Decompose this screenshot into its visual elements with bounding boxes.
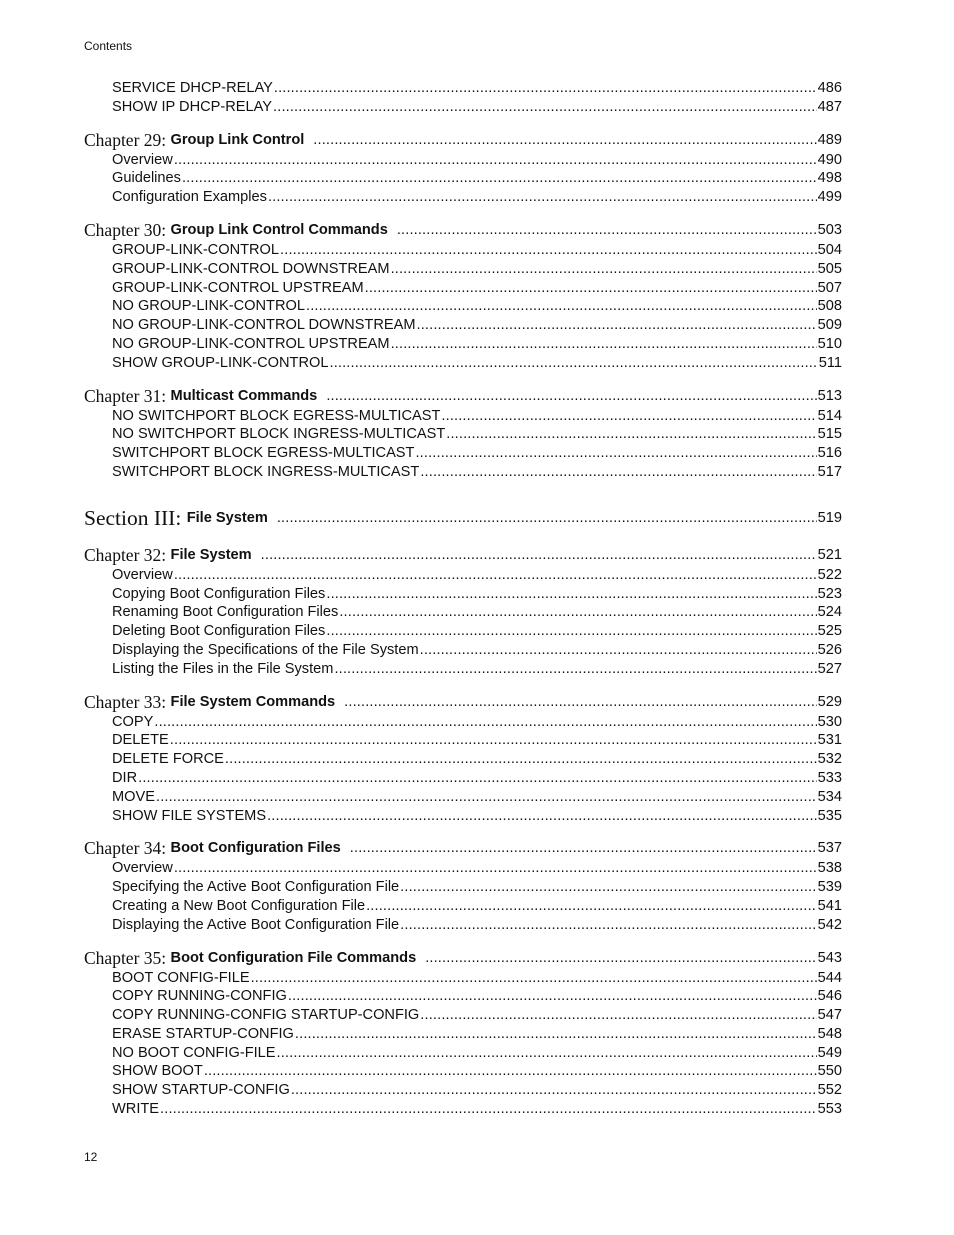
dot-leader bbox=[400, 916, 816, 935]
toc-entry[interactable] bbox=[84, 79, 842, 98]
toc-entry-title: Renaming Boot Configuration Files bbox=[112, 604, 339, 621]
toc-entry[interactable] bbox=[84, 241, 842, 260]
toc-entry-title: SERVICE DHCP-RELAY bbox=[112, 80, 273, 96]
dot-leader bbox=[306, 297, 817, 316]
toc-entry[interactable] bbox=[84, 897, 842, 916]
chapter-label: Chapter 31 bbox=[84, 385, 162, 406]
dot-leader bbox=[415, 444, 816, 463]
toc-entry-page-number: 498 bbox=[817, 170, 842, 187]
toc-entry-page-number: 514 bbox=[817, 407, 842, 424]
toc-entry-page-number: 499 bbox=[817, 189, 842, 206]
toc-entry-title: BOOT CONFIG-FILE bbox=[112, 969, 250, 986]
dot-leader bbox=[366, 897, 817, 916]
dot-leader bbox=[417, 316, 817, 335]
toc-entry-page-number: 544 bbox=[817, 969, 842, 986]
toc-entry-title: Overview bbox=[112, 860, 173, 877]
toc-entry[interactable] bbox=[84, 444, 842, 463]
toc-entry-title: NO GROUP-LINK-CONTROL UPSTREAM bbox=[112, 335, 390, 352]
toc-entry-title: Overview bbox=[112, 566, 173, 583]
toc-entry-title: Copying Boot Configuration Files bbox=[112, 585, 326, 602]
chapter-label: Chapter 33 bbox=[84, 691, 162, 712]
dot-leader bbox=[154, 713, 816, 732]
dot-leader bbox=[391, 260, 817, 279]
toc-entry[interactable] bbox=[84, 463, 842, 482]
toc-entry[interactable] bbox=[84, 566, 842, 585]
toc-entry-title: ERASE STARTUP-CONFIG bbox=[112, 1025, 294, 1042]
toc-entry-title: COPY RUNNING-CONFIG bbox=[112, 988, 287, 1005]
toc-entry-page-number: 538 bbox=[817, 860, 842, 877]
chapter-heading[interactable] bbox=[84, 545, 842, 566]
toc-entry-title: Displaying the Active Boot Configuration File bbox=[112, 916, 400, 933]
toc-entry-page-number: 532 bbox=[817, 751, 842, 768]
toc-entry[interactable] bbox=[84, 425, 842, 444]
chapter-colon: : bbox=[161, 385, 167, 406]
toc-entry-page-number: 527 bbox=[817, 660, 842, 677]
toc-group bbox=[84, 504, 842, 532]
chapter-title: Multicast Commands bbox=[170, 387, 318, 404]
dot-leader bbox=[397, 220, 817, 241]
dot-leader bbox=[326, 585, 816, 604]
chapter-colon: : bbox=[161, 129, 167, 150]
toc-entry-title: GROUP-LINK-CONTROL bbox=[112, 241, 280, 258]
toc-entry-page-number: 550 bbox=[817, 1063, 842, 1080]
chapter-colon: : bbox=[161, 838, 167, 859]
dot-leader bbox=[295, 1025, 817, 1044]
toc-entry-title: Specifying the Active Boot Configuration File bbox=[112, 879, 400, 896]
toc-entry-page-number: 547 bbox=[817, 1007, 842, 1024]
toc-entry[interactable] bbox=[84, 731, 842, 750]
chapter-colon: : bbox=[161, 691, 167, 712]
toc-group bbox=[84, 386, 842, 482]
dot-leader bbox=[350, 838, 817, 859]
toc-entry[interactable] bbox=[84, 807, 842, 826]
dot-leader bbox=[425, 948, 816, 969]
toc-entry-title: Guidelines bbox=[112, 170, 181, 187]
toc-entry[interactable] bbox=[84, 660, 842, 679]
toc-entry-page-number: 515 bbox=[817, 426, 842, 443]
dot-leader bbox=[313, 130, 816, 151]
dot-leader bbox=[420, 641, 817, 660]
toc-group bbox=[84, 130, 842, 207]
toc-entry[interactable] bbox=[84, 297, 842, 316]
toc-entry-title: Configuration Examples bbox=[112, 189, 267, 206]
toc-entry-title: SHOW GROUP-LINK-CONTROL bbox=[112, 354, 329, 371]
toc-entry-title: SWITCHPORT BLOCK EGRESS-MULTICAST bbox=[112, 445, 415, 462]
dot-leader bbox=[280, 241, 817, 260]
toc-entry-page-number: 548 bbox=[817, 1025, 842, 1042]
page-number: 12 bbox=[84, 1150, 98, 1164]
toc-entry-page-number: 516 bbox=[817, 445, 842, 462]
toc-entry-title: COPY bbox=[112, 713, 154, 730]
chapter-colon: : bbox=[161, 947, 167, 968]
chapter-heading[interactable] bbox=[84, 220, 842, 241]
toc-entry-page-number: 533 bbox=[817, 769, 842, 786]
toc-entry[interactable] bbox=[84, 1006, 842, 1025]
table-of-contents bbox=[84, 79, 842, 1119]
toc-entry-title: SHOW FILE SYSTEMS bbox=[112, 807, 267, 824]
toc-entry[interactable] bbox=[84, 316, 842, 335]
chapter-heading[interactable] bbox=[84, 948, 842, 969]
chapter-title: Group Link Control bbox=[170, 131, 305, 148]
toc-entry-page-number: 505 bbox=[817, 260, 842, 277]
toc-entry-page-number: 510 bbox=[817, 335, 842, 352]
toc-entry-page-number: 535 bbox=[817, 807, 842, 824]
chapter-heading[interactable] bbox=[84, 130, 842, 151]
toc-entry-page-number: 525 bbox=[817, 623, 842, 640]
toc-entry-page-number: 553 bbox=[817, 1101, 842, 1118]
toc-entry-title: NO BOOT CONFIG-FILE bbox=[112, 1044, 276, 1061]
chapter-title: Boot Configuration Files bbox=[170, 840, 341, 857]
toc-entry-title: SHOW BOOT bbox=[112, 1063, 203, 1080]
toc-entry-title: DELETE FORCE bbox=[112, 751, 224, 768]
dot-leader bbox=[329, 354, 817, 373]
toc-entry-title: NO GROUP-LINK-CONTROL bbox=[112, 298, 305, 315]
toc-entry-title: Deleting Boot Configuration Files bbox=[112, 623, 326, 640]
toc-entry[interactable] bbox=[84, 878, 842, 897]
chapter-colon: : bbox=[161, 544, 167, 565]
toc-entry-title: NO GROUP-LINK-CONTROL DOWNSTREAM bbox=[112, 317, 416, 334]
dot-leader bbox=[391, 335, 817, 354]
toc-entry-title: GROUP-LINK-CONTROL UPSTREAM bbox=[112, 279, 364, 296]
dot-leader bbox=[441, 407, 816, 426]
toc-group bbox=[84, 948, 842, 1119]
dot-leader bbox=[420, 463, 816, 482]
toc-entry-title: MOVE bbox=[112, 788, 155, 805]
toc-entry[interactable] bbox=[84, 603, 842, 622]
toc-entry[interactable] bbox=[84, 713, 842, 732]
toc-entry-page-number: 523 bbox=[817, 585, 842, 602]
dot-leader bbox=[156, 788, 817, 807]
toc-entry[interactable] bbox=[84, 987, 842, 1006]
chapter-page-number: 543 bbox=[817, 949, 842, 966]
dot-leader bbox=[274, 79, 817, 98]
toc-entry-page-number: 511 bbox=[818, 354, 842, 371]
toc-entry-page-number: 486 bbox=[817, 80, 842, 96]
toc-entry-page-number: 542 bbox=[817, 916, 842, 933]
chapter-label: Chapter 34 bbox=[84, 838, 162, 859]
toc-entry[interactable] bbox=[84, 859, 842, 878]
chapter-title: Boot Configuration File Commands bbox=[170, 949, 417, 966]
chapter-label: Chapter 29 bbox=[84, 129, 162, 150]
section-label: Section III bbox=[84, 505, 176, 530]
toc-entry-page-number: 509 bbox=[817, 317, 842, 334]
toc-entry[interactable] bbox=[84, 188, 842, 207]
dot-leader bbox=[344, 692, 816, 713]
dot-leader bbox=[277, 504, 817, 532]
dot-leader bbox=[339, 603, 816, 622]
toc-entry-page-number: 549 bbox=[817, 1044, 842, 1061]
toc-entry[interactable] bbox=[84, 98, 842, 117]
dot-leader bbox=[174, 566, 817, 585]
toc-entry[interactable] bbox=[84, 1062, 842, 1081]
dot-leader bbox=[326, 386, 816, 407]
toc-entry[interactable] bbox=[84, 151, 842, 170]
dot-leader bbox=[251, 969, 817, 988]
toc-entry[interactable] bbox=[84, 335, 842, 354]
toc-entry[interactable] bbox=[84, 622, 842, 641]
chapter-label: Chapter 32 bbox=[84, 544, 162, 565]
dot-leader bbox=[174, 151, 817, 170]
toc-entry[interactable] bbox=[84, 788, 842, 807]
dot-leader bbox=[334, 660, 816, 679]
toc-entry-title: NO SWITCHPORT BLOCK INGRESS-MULTICAST bbox=[112, 426, 446, 443]
dot-leader bbox=[277, 1044, 817, 1063]
toc-entry-title: Displaying the Specifications of the File System bbox=[112, 641, 419, 658]
toc-entry-title: GROUP-LINK-CONTROL DOWNSTREAM bbox=[112, 260, 390, 277]
section-heading[interactable] bbox=[84, 504, 842, 532]
toc-group bbox=[84, 545, 842, 679]
toc-entry-title: NO SWITCHPORT BLOCK EGRESS-MULTICAST bbox=[112, 407, 441, 424]
toc-entry[interactable] bbox=[84, 969, 842, 988]
toc-entry-page-number: 526 bbox=[817, 641, 842, 658]
dot-leader bbox=[291, 1081, 817, 1100]
toc-entry-page-number: 507 bbox=[817, 279, 842, 296]
dot-leader bbox=[138, 769, 817, 788]
toc-entry[interactable] bbox=[84, 750, 842, 769]
toc-entry-page-number: 490 bbox=[817, 151, 842, 168]
toc-entry-page-number: 524 bbox=[817, 604, 842, 621]
toc-entry[interactable] bbox=[84, 279, 842, 298]
toc-entry-title: DIR bbox=[112, 769, 138, 786]
toc-group bbox=[84, 220, 842, 373]
toc-entry-page-number: 541 bbox=[817, 897, 842, 914]
toc-entry-title: SHOW IP DHCP-RELAY bbox=[112, 98, 273, 115]
chapter-title: Group Link Control Commands bbox=[170, 221, 388, 238]
dot-leader bbox=[174, 859, 817, 878]
toc-entry[interactable] bbox=[84, 1025, 842, 1044]
chapter-colon: : bbox=[161, 219, 167, 240]
chapter-heading[interactable] bbox=[84, 386, 842, 407]
chapter-page-number: 503 bbox=[817, 221, 842, 238]
chapter-page-number: 521 bbox=[817, 546, 842, 563]
chapter-heading[interactable] bbox=[84, 838, 842, 859]
dot-leader bbox=[261, 545, 817, 566]
toc-entry-page-number: 539 bbox=[817, 879, 842, 896]
toc-entry-page-number: 504 bbox=[817, 241, 842, 258]
toc-entry[interactable] bbox=[84, 407, 842, 426]
chapter-page-number: 489 bbox=[817, 131, 842, 148]
chapter-label: Chapter 30 bbox=[84, 219, 162, 240]
dot-leader bbox=[365, 279, 817, 298]
toc-entry-title: WRITE bbox=[112, 1101, 160, 1118]
dot-leader bbox=[182, 169, 817, 188]
toc-entry[interactable] bbox=[84, 585, 842, 604]
toc-entry-page-number: 552 bbox=[817, 1082, 842, 1099]
toc-group bbox=[84, 838, 842, 934]
toc-entry-title: COPY RUNNING-CONFIG STARTUP-CONFIG bbox=[112, 1007, 420, 1024]
toc-entry-page-number: 517 bbox=[817, 463, 842, 480]
toc-group bbox=[84, 692, 842, 826]
toc-entry-page-number: 487 bbox=[817, 98, 842, 115]
toc-entry-page-number: 522 bbox=[817, 566, 842, 583]
toc-entry[interactable] bbox=[84, 916, 842, 935]
toc-entry[interactable] bbox=[84, 260, 842, 279]
section-title: File System bbox=[186, 509, 268, 526]
chapter-page-number: 537 bbox=[817, 840, 842, 857]
toc-entry-title: SHOW STARTUP-CONFIG bbox=[112, 1082, 290, 1099]
toc-entry-page-number: 546 bbox=[817, 988, 842, 1005]
toc-entry[interactable] bbox=[84, 641, 842, 660]
dot-leader bbox=[225, 750, 817, 769]
toc-entry-page-number: 531 bbox=[817, 732, 842, 749]
chapter-title: File System bbox=[170, 546, 252, 563]
toc-entry-title: Listing the Files in the File System bbox=[112, 660, 334, 677]
chapter-heading[interactable] bbox=[84, 692, 842, 713]
toc-entry-page-number: 534 bbox=[817, 788, 842, 805]
chapter-title: File System Commands bbox=[170, 693, 336, 710]
dot-leader bbox=[400, 878, 816, 897]
section-page-number: 519 bbox=[817, 509, 842, 526]
toc-entry[interactable] bbox=[84, 169, 842, 188]
toc-entry-page-number: 508 bbox=[817, 298, 842, 315]
dot-leader bbox=[160, 1100, 817, 1119]
chapter-label: Chapter 35 bbox=[84, 947, 162, 968]
toc-entry-title: SWITCHPORT BLOCK INGRESS-MULTICAST bbox=[112, 463, 420, 480]
toc-entry-title: DELETE bbox=[112, 732, 169, 749]
toc-entry[interactable] bbox=[84, 354, 842, 373]
toc-entry-title: Overview bbox=[112, 151, 173, 168]
toc-entry[interactable] bbox=[84, 769, 842, 788]
chapter-page-number: 529 bbox=[817, 693, 842, 710]
dot-leader bbox=[288, 987, 817, 1006]
toc-entry[interactable] bbox=[84, 1100, 842, 1119]
dot-leader bbox=[420, 1006, 816, 1025]
toc-entry-page-number: 530 bbox=[817, 713, 842, 730]
dot-leader bbox=[204, 1062, 817, 1081]
chapter-page-number: 513 bbox=[817, 387, 842, 404]
dot-leader bbox=[268, 188, 817, 207]
running-head: Contents bbox=[84, 39, 133, 53]
dot-leader bbox=[267, 807, 817, 826]
dot-leader bbox=[326, 622, 816, 641]
toc-entry[interactable] bbox=[84, 1081, 842, 1100]
dot-leader bbox=[273, 98, 817, 117]
toc-group bbox=[84, 79, 842, 117]
toc-entry[interactable] bbox=[84, 1044, 842, 1063]
dot-leader bbox=[446, 425, 816, 444]
toc-entry-title: Creating a New Boot Configuration File bbox=[112, 897, 366, 914]
section-colon: : bbox=[175, 505, 182, 530]
dot-leader bbox=[170, 731, 817, 750]
